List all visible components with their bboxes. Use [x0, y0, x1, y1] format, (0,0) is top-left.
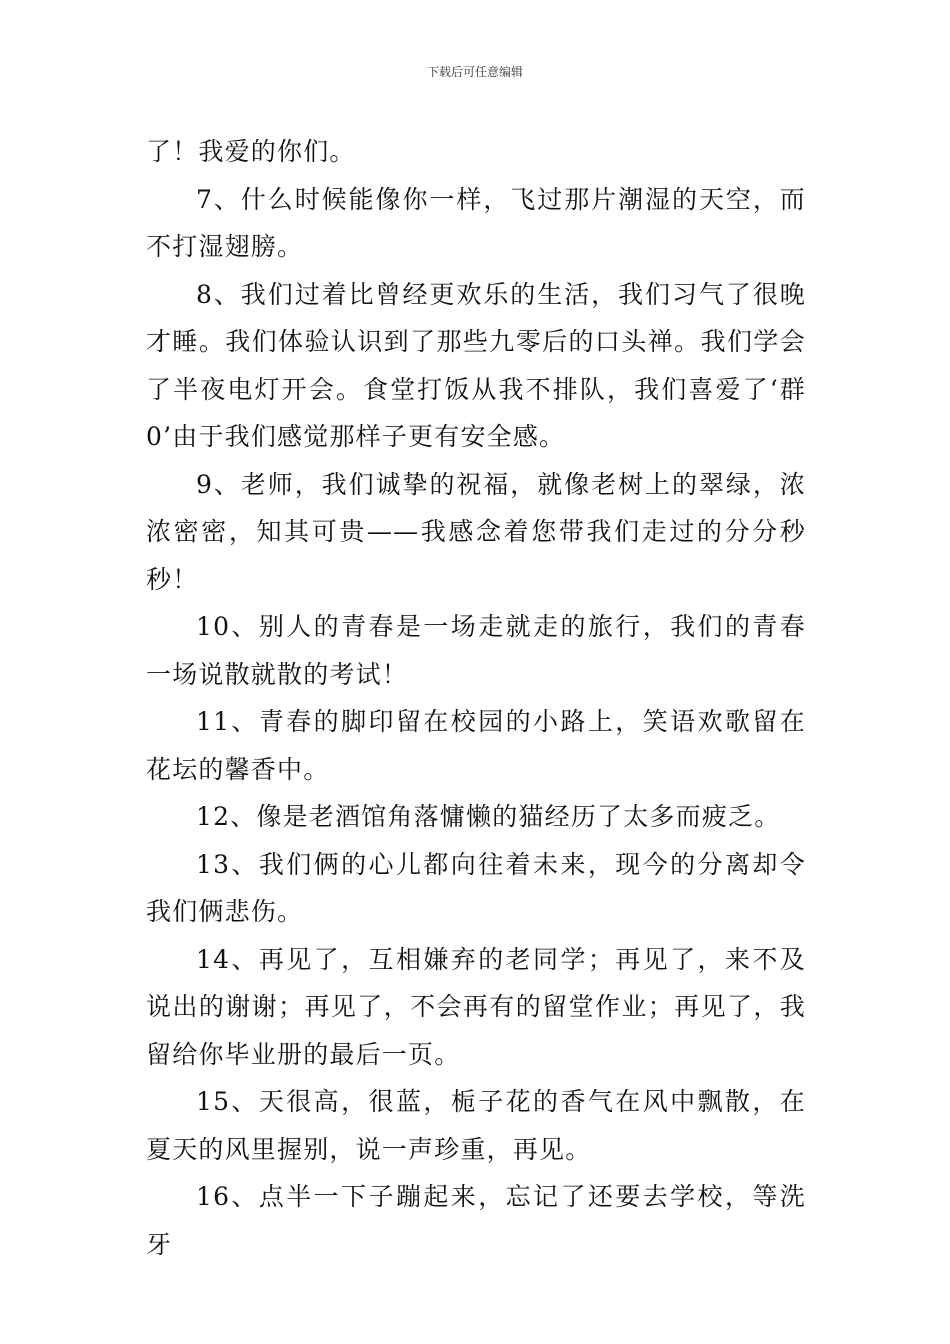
document-body: [146, 128, 806, 1268]
page-header: 下载后可任意编辑: [426, 65, 523, 79]
paragraph-9: 9、老师，我们诚挚的祝福，就像老树上的翠绿，浓浓密密，知其可贵——我感念着您带我们走过的分分秒秒！: [146, 469, 806, 594]
paragraph-10: 10、别人的青春是一场走就走的旅行，我们的青春一场说散就散的考试！: [146, 612, 806, 689]
paragraph-15: 15、天很高，很蓝，栀子花的香气在风中飘散，在夏天的风里握别，说一声珍重，再见。: [146, 1087, 806, 1164]
paragraph-11: 11、青春的脚印留在校园的小路上，笑语欢歌留在花坛的馨香中。: [146, 707, 806, 784]
paragraph-14: 14、再见了，互相嫌弃的老同学；再见了，来不及说出的谢谢；再见了，不会再有的留堂作业；再见了，我留给你毕业册的最后一页。: [146, 944, 806, 1069]
paragraph-0: 了！我爱的你们。: [146, 137, 356, 166]
paragraph-8: 8、我们过着比曾经更欢乐的生活，我们习气了很晚才睡。我们体验认识到了那些九零后的口头禅。我们学会了半夜电灯开会。食堂打饭从我不排队，我们喜爱了‘群0’由于我们感觉那样子更有安全感。: [146, 279, 806, 451]
paragraph-13: 13、我们俩的心儿都向往着未来，现今的分离却令我们俩悲伤。: [146, 849, 806, 926]
paragraph-16: 16、点半一下子蹦起来，忘记了还要去学校，等洗牙: [146, 1182, 806, 1259]
paragraph-12: 12、像是老酒馆角落慵懒的猫经历了太多而疲乏。: [196, 802, 781, 831]
paragraph-7: 7、什么时候能像你一样，飞过那片潮湿的天空，而不打湿翅膀。: [146, 184, 806, 261]
